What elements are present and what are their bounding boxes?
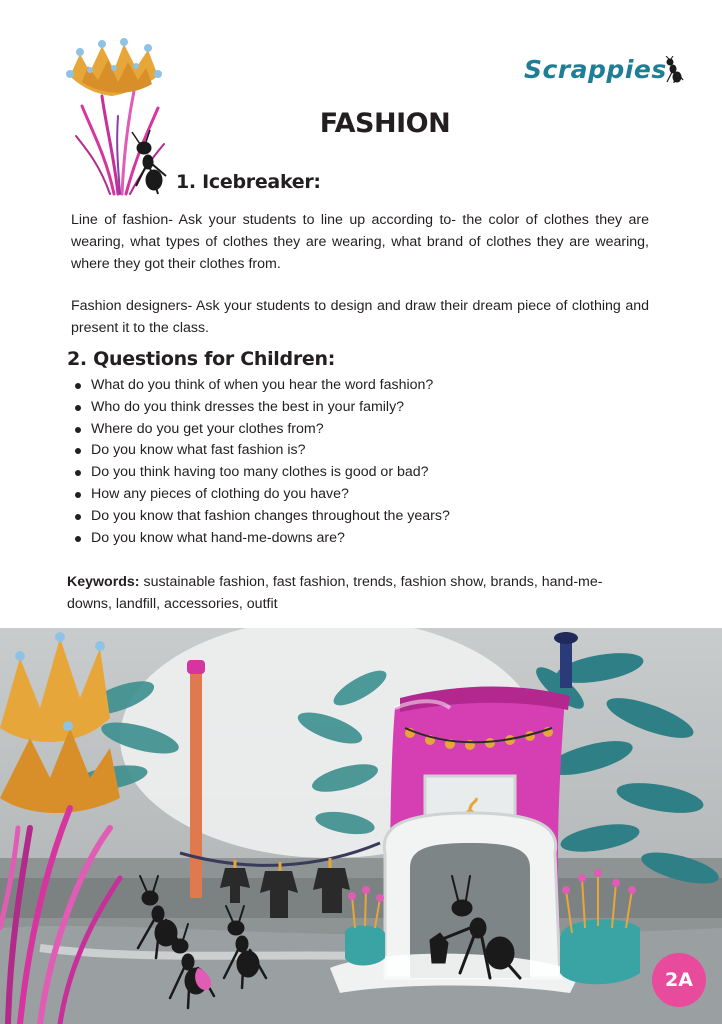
- list-item: Do you know that fashion changes throughout the years?: [75, 506, 450, 528]
- questions-list: [75, 375, 450, 549]
- section-heading-questions: 2. Questions for Children:: [67, 348, 336, 370]
- list-item: What do you think of when you hear the word fashion?: [75, 375, 450, 397]
- page-title: FASHION: [319, 108, 451, 139]
- fashion-shop-illustration: [0, 628, 722, 1024]
- scrappies-logo: [524, 54, 684, 88]
- list-item: Who do you think dresses the best in your family?: [75, 397, 450, 419]
- list-item: Do you know what hand-me-downs are?: [75, 528, 450, 550]
- list-item: Do you know what fast fashion is?: [75, 440, 450, 462]
- keywords: [67, 571, 647, 615]
- icebreaker-paragraph-fashion-designers: Fashion designers- Ask your students to design and draw their dream piece of clothing and present it to the class.: [71, 298, 649, 336]
- keywords-label: Keywords:: [67, 574, 140, 590]
- list-item: How any pieces of clothing do you have?: [75, 484, 450, 506]
- section-heading-icebreaker: 1. Icebreaker:: [176, 171, 321, 193]
- keywords-text: sustainable fashion, fast fashion, trends, fashion show, brands, hand-me-downs, landfill, accessories, outfit: [67, 574, 603, 612]
- ant-icon: [662, 56, 684, 84]
- logo-text: Scrappies: [524, 55, 667, 84]
- list-item: Where do you get your clothes from?: [75, 419, 450, 441]
- icebreaker-paragraph-line-of-fashion: Line of fashion- Ask your students to line up according to- the color of clothes they are wearing, what types of clothes they are wearing, what brand of clothes they are wearing, where they got their clothes from.: [71, 212, 649, 272]
- page-number-badge: 2A: [652, 953, 706, 1007]
- list-item: Do you think having too many clothes is good or bad?: [75, 462, 450, 484]
